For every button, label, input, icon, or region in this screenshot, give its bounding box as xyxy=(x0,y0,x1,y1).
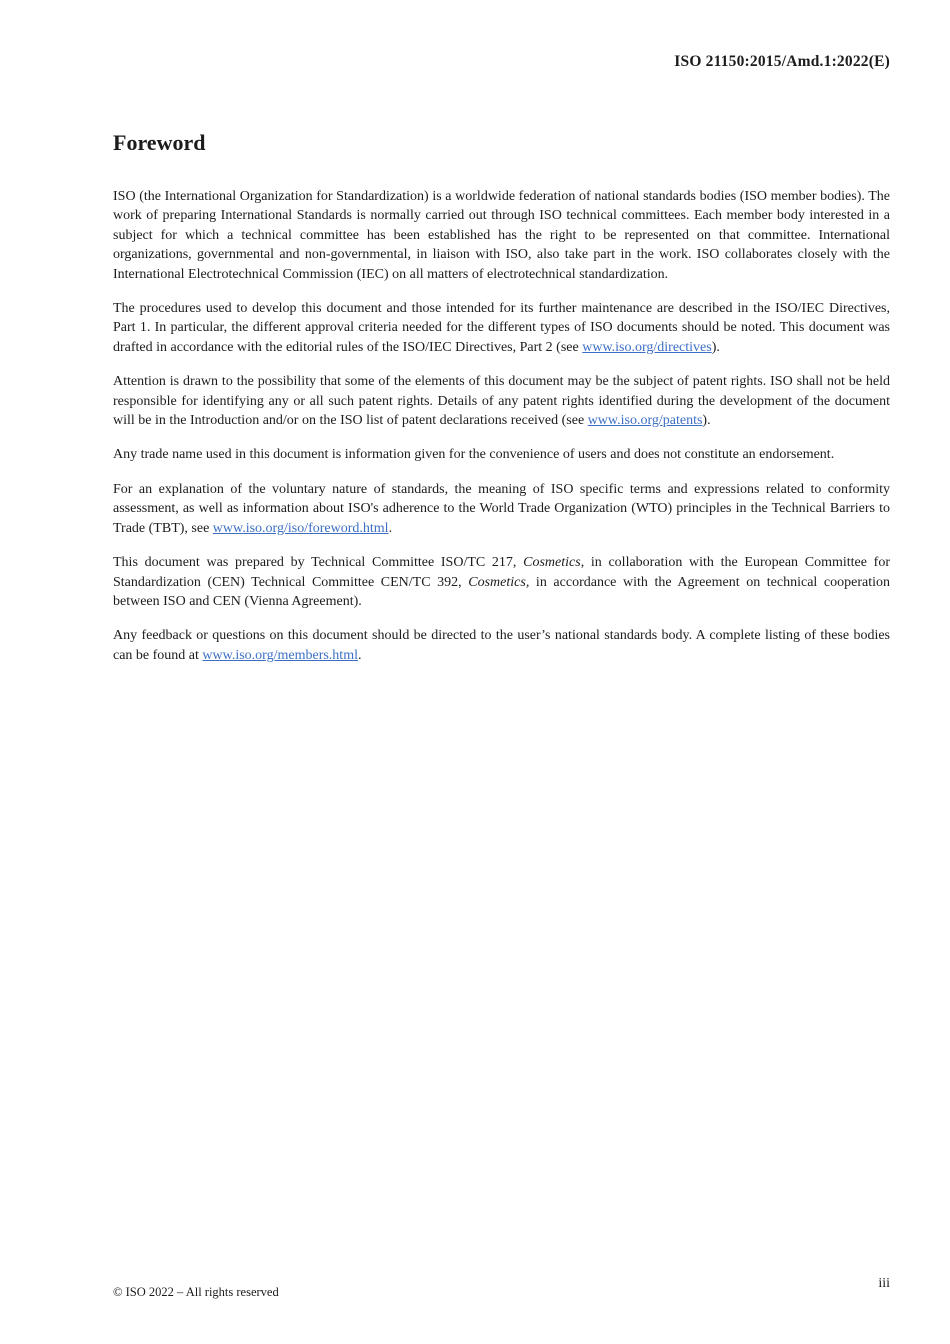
text-run: . xyxy=(388,520,393,536)
text-run: The procedures used to develop this document and those intended for its further maintenance are described in the ISO/IEC Directives, Part 1. In particular, the different approval criteria needed for the different types of ISO documents should be noted. This document was drafted in accordance with the editorial rules of the ISO/IEC Directives, Part 2 (see xyxy=(113,301,890,355)
page-header-reference: ISO 21150:2015/Amd.1:2022(E) xyxy=(674,53,890,70)
hyperlink[interactable]: www.iso.org/members.html xyxy=(202,647,358,663)
hyperlink[interactable]: www.iso.org/iso/foreword.html xyxy=(212,520,389,536)
paragraph xyxy=(113,626,890,665)
text-run: in accordance with the Agreement on technical cooperation between ISO and CEN (Vienna Agreement). xyxy=(113,574,891,609)
paragraph xyxy=(113,187,890,284)
text-run: Attention is drawn to the possibility that some of the elements of this document may be the subject of patent rights. ISO shall not be held responsible for identifying any or all such patent rights. Details of any patent rights identified during the development of the document will be in the Introduction and/or on the ISO list of patent declarations received (see xyxy=(113,374,890,429)
paragraph xyxy=(113,372,890,430)
italic-text: Cosmetics, xyxy=(468,574,530,590)
page-title: Foreword xyxy=(113,130,206,155)
text-run: ). xyxy=(711,339,720,355)
text-run: . xyxy=(357,647,362,663)
copyright-notice: © ISO 2022 – All rights reserved xyxy=(113,1285,279,1299)
paragraph xyxy=(113,480,890,538)
foreword-paragraphs xyxy=(113,187,890,680)
text-run: Any trade name used in this document is information given for the convenience of users and does not constitute an endorsement. xyxy=(113,447,835,463)
hyperlink[interactable]: www.iso.org/directives xyxy=(582,339,712,355)
text-run: This document was prepared by Technical Committee ISO/TC 217, xyxy=(113,555,524,571)
italic-text: Cosmetics xyxy=(523,555,581,571)
text-run: , in collaboration with the European Committee for Standardization (CEN) Technical Committee CEN/TC 392, xyxy=(113,555,890,590)
page-number: iii xyxy=(878,1276,890,1291)
text-run: For an explanation of the voluntary nature of standards, the meaning of ISO specific terms and expressions related to conformity assessment, as well as information about ISO's adherence to the World Trade Organization (WTO) principles in the Technical Barriers to Trade (TBT), see xyxy=(113,481,890,536)
text-run: ISO (the International Organization for Standardization) is a worldwide federation of national standards bodies (ISO member bodies). The work of preparing International Standards is normally carried out through ISO technical committees. Each member body interested in a subject for which a technical committee has been established has the right to be represented on that committee. International organizations, governmental and non-governmental, in liaison with ISO, also take part in the work. ISO collaborates closely with the International Electrotechnical Commission (IEC) on all matters of electrotechnical standardization. xyxy=(113,189,890,282)
hyperlink[interactable]: www.iso.org/patents xyxy=(587,413,703,429)
paragraph xyxy=(113,553,890,611)
paragraph xyxy=(113,299,890,357)
paragraph xyxy=(113,445,890,464)
text-run: ). xyxy=(702,413,711,429)
text-run: Any feedback or questions on this document should be directed to the user’s national standards body. A complete listing of these bodies can be found at xyxy=(113,628,890,663)
